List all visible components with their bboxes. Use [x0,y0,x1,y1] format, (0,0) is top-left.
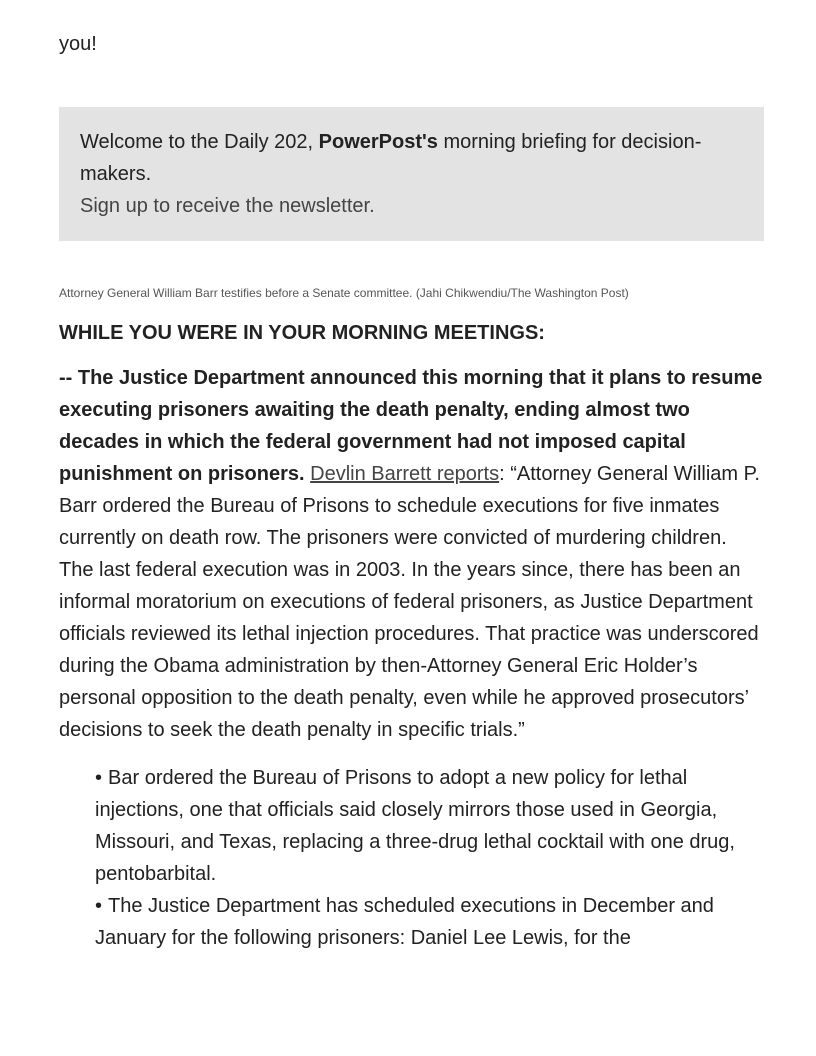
devlin-barrett-reports-link[interactable]: Devlin Barrett reports [310,463,500,485]
photo-caption: Attorney General William Barr testifies before a Senate committee. (Jahi Chikwendiu/The Washington Post) [59,286,629,300]
bullet-marker: • [95,767,103,789]
welcome-suffix: morning briefing for decision-makers. [80,131,702,185]
bullet-list [95,762,764,954]
welcome-prefix: Welcome to the Daily 202, [80,131,319,153]
story-colon: : [499,463,505,485]
list-item [95,890,764,954]
story-paragraph [59,362,764,746]
bullet-marker: • [95,895,103,917]
powerpost-brand: PowerPost's [318,131,438,153]
story-quote: “Attorney General William P. Barr ordered the Bureau of Prisons to schedule executions for five inmates currently on death row. The prisoners were convicted of murdering children. The last federal execution was in 2003. In the years since, there has been an informal moratorium on executions of federal prisoners, as Justice Department officials reviewed its lethal injection procedures. That practice was underscored during the Obama administration by then-Attorney General Eric Holder’s personal opposition to the death penalty, even while he approved prosecutors’ decisions to seek the death penalty in specific trials.” [59,463,760,741]
list-item [95,762,764,890]
bullet-text: Bar ordered the Bureau of Prisons to adopt a new policy for lethal injections, one that officials said closely mirrors those used in Georgia, Missouri, and Texas, replacing a three-drug lethal cocktail with one drug, pentobarbital. [95,767,735,885]
story-lead: -- The Justice Department announced this morning that it plans to resume executing prisoners awaiting the death penalty, ending almost two decades in which the federal government had not imposed capital punishment on prisoners. [59,367,763,485]
newsletter-signup-link[interactable]: Sign up to receive the newsletter. [80,195,375,217]
bullet-text: The Justice Department has scheduled executions in December and January for the following prisoners: Daniel Lee Lewis, for the [95,895,714,949]
intro-tail-text: you! [59,33,97,55]
welcome-text [80,126,742,190]
newsletter-page [59,28,764,954]
section-heading: WHILE YOU WERE IN YOUR MORNING MEETINGS: [59,322,545,344]
welcome-box [59,107,764,241]
